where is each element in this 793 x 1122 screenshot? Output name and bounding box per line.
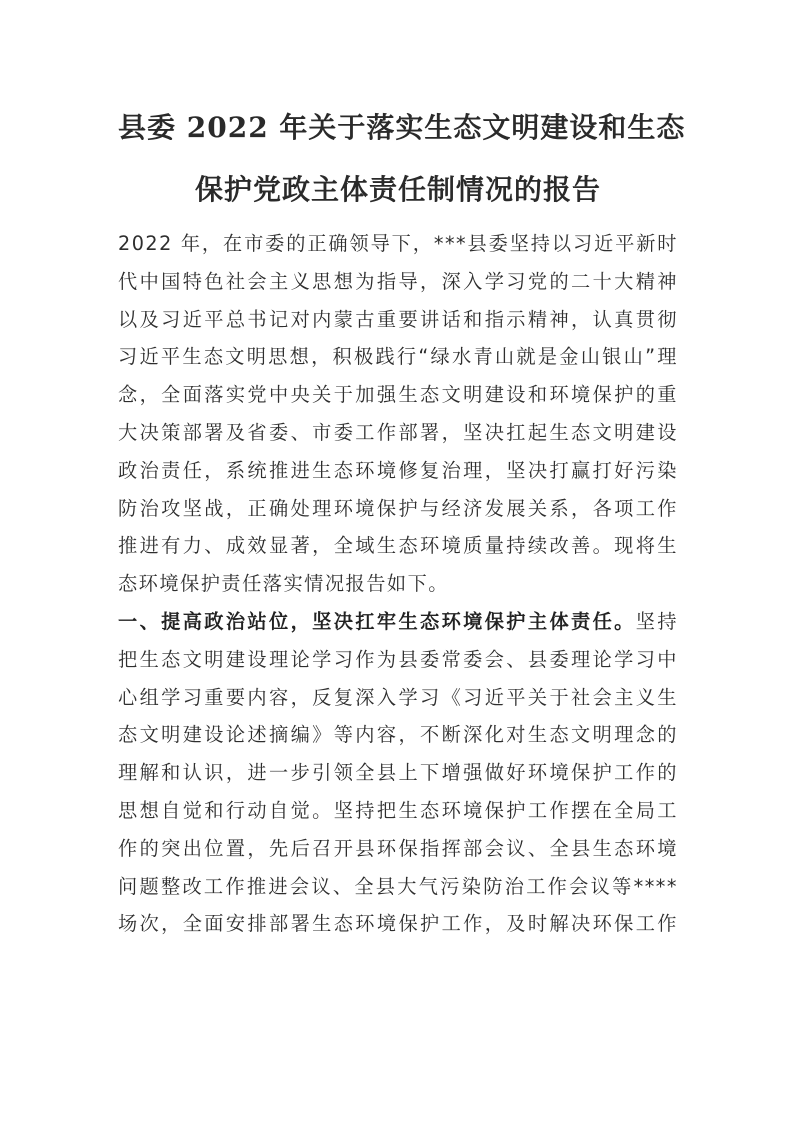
paragraph-line: 以及习近平总书记对内蒙古重要讲话和指示精神，认真贯彻	[118, 307, 678, 331]
paragraph-line: 问题整改工作推进会议、全县大气污染防治工作会议等****	[118, 874, 678, 898]
paragraph-line: 政治责任，系统推进生态环境修复治理，坚决打赢打好污染	[118, 458, 678, 482]
paragraph-line: 推进有力、成效显著，全域生态环境质量持续改善。现将生	[118, 534, 678, 558]
paragraph-line: 场次，全面安排部署生态环境保护工作，及时解决环保工作	[118, 912, 678, 936]
document-body	[118, 225, 678, 943]
document-title-line-2: 保护党政主体责任制情况的报告	[194, 173, 601, 206]
paragraph-line: 大决策部署及省委、市委工作部署，坚决扛起生态文明建设	[118, 420, 678, 444]
paragraph-line: 态环境保护责任落实情况报告如下。	[118, 572, 449, 596]
document-title-line-1: 县委 2022 年关于落实生态文明建设和生态	[118, 111, 686, 144]
paragraph-line: 把生态文明建设理论学习作为县委常委会、县委理论学习中	[118, 647, 678, 671]
paragraph-line: 2022 年，在市委的正确领导下，***县委坚持以习近平新时	[118, 232, 678, 255]
section-heading-line	[118, 603, 678, 641]
paragraph-line: 防治攻坚战，正确处理环境保护与经济发展关系，各项工作	[118, 496, 678, 520]
paragraph-line: 思想自觉和行动自觉。坚持把生态环境保护工作摆在全局工	[118, 798, 678, 822]
paragraph-line: 念，全面落实党中央关于加强生态文明建设和环境保护的重	[118, 383, 678, 407]
paragraph-line: 态文明建设论述摘编》等内容，不断深化对生态文明理念的	[118, 723, 678, 747]
paragraph-line: 作的突出位置，先后召开县环保指挥部会议、全县生态环境	[118, 836, 678, 860]
paragraph-line: 代中国特色社会主义思想为指导，深入学习党的二十大精神	[118, 269, 678, 293]
paragraph-line: 理解和认识，进一步引领全县上下增强做好环境保护工作的	[118, 761, 678, 785]
paragraph-line: 心组学习重要内容，反复深入学习《习近平关于社会主义生	[118, 685, 678, 709]
section-heading: 一、提高政治站位，坚决扛牢生态环境保护主体责任。	[118, 609, 636, 633]
paragraph-line: 习近平生态文明思想，积极践行“绿水青山就是金山银山”理	[118, 345, 678, 369]
section-heading-tail: 坚持	[635, 609, 679, 633]
